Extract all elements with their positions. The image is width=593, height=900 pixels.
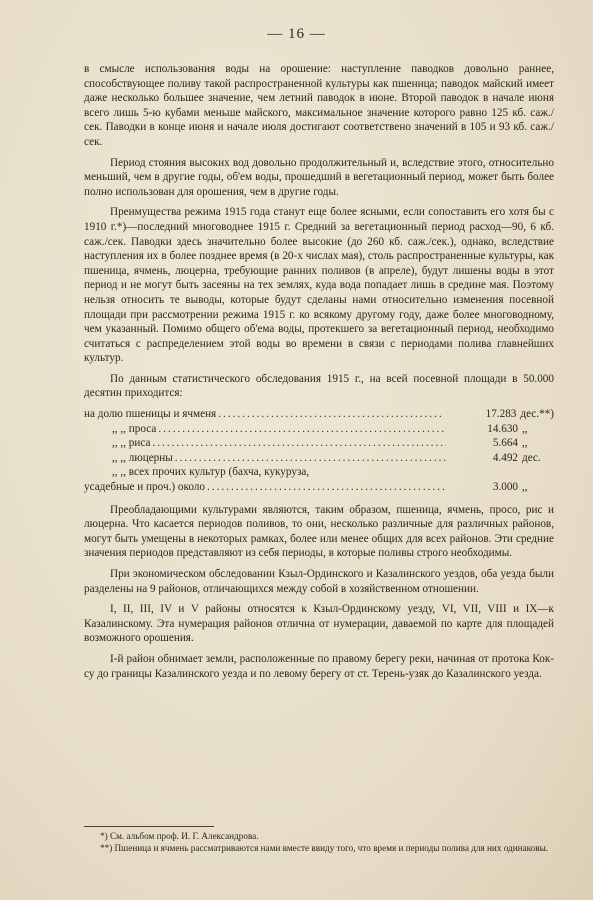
footnote-1: *) См. альбом проф. И. Г. Александрова. <box>100 831 259 841</box>
stat-label: на долю пшеницы и ячменя <box>84 408 217 421</box>
leader-dots <box>218 407 444 422</box>
stat-label: ,, ,, проса <box>112 422 157 435</box>
stat-value: 4.492 <box>492 451 518 464</box>
footnotes <box>84 830 554 854</box>
crop-area-list <box>84 407 554 495</box>
stat-row-rice <box>84 436 554 451</box>
stat-label: усадебные и проч.) около <box>84 481 205 494</box>
stat-row-alfalfa <box>84 451 554 466</box>
leader-dots <box>175 451 446 466</box>
paragraph-7: I, II, III, IV и V районы относятся к Кзыл-Ординскому уезду, VI, VII, VIII и IX—к Казалинскому. Эта нумерация районов отлична от нумерации, даваемой по карте для площадей возможного орошения. <box>84 603 554 645</box>
stat-value: 17.283 <box>485 408 517 421</box>
stat-row-other-crops-cont <box>84 480 554 495</box>
leader-dots <box>158 422 446 437</box>
paragraph-1: в смысле использования воды на орошение: наступление паводков довольно раннее, способствующее поливу такой распространенной культуры как пшеница; паводок майский имеет даже несколько большее значение, чем летний паводок в июне. Второй паводок в начале июня всего лишь 5-ю кубами меньше майского, максимальное значение которого равно 125 кб. саж./сек. Паводки в конце июня и начале июля достигают соответствено значений в 105 и 93 кб. саж./сек. <box>84 63 554 148</box>
stat-unit: дес. <box>522 451 541 464</box>
paragraph-5: Преобладающими культурами являются, таким образом, пшеница, ячмень, просо, рис и люцерна. Что касается периодов поливов, то они, несколько различные для различных районов, могут быть умещены в некоторых рамках, более или менее общих для всех районов. Эти средние значения периодов представляют из себя периоды, в которые поливы строго необходимы. <box>84 503 554 560</box>
stat-unit: ,, <box>522 481 528 494</box>
stat-value: 3.000 <box>492 481 518 494</box>
stat-label: ,, ,, люцерны <box>112 451 173 464</box>
paragraph-2: Период стояния высоких вод довольно продолжительный и, вследствие этого, относительно меньший, чем в другие годы, об'ем воды, прошедший в вегетационный период, может быть более полно использован для орошения, чем в другие годы. <box>84 156 554 198</box>
stat-row-millet <box>84 422 554 437</box>
stat-value: 5.664 <box>492 437 518 450</box>
leader-dots <box>152 436 446 451</box>
paragraph-3: Преимущества режима 1915 года станут еще более ясными, если сопоставить его хотя бы с 1910 г.*)—последний многоводнее 1915 г. Средний за вегетационный период расход—90, 6 кб. саж./сек. Паводки здесь значительно более высокие (до 260 кб. саж./сек.), однако, вследствие наступления их в более позднее время (в 20-х числах мая), столь распространенные культуры, как пшеница, ячмень, люцерна, требующие ранних поливов (в апреле), будут лишены воды в этот период и не могут быть засеяны на тех землях, куда вода попадает лишь в средине мая. Поэтому нельзя относить те выводы, которые будут сделаны нами относительно изменения посевной площади при рассмотрении режима 1915 г. ко всякому другому году, даже более многоводному, чем указанный. Помимо общего об'ема воды, протекшего за вегетационный период, необходимо считаться с распределением этой воды во времени в связи с периодами полива главнейших культур. <box>84 206 554 365</box>
stat-unit: дес.**) <box>520 408 554 421</box>
stat-row-wheat-barley <box>84 407 554 422</box>
footnote-2: **) Пшеница и ячмень рассматриваются нами вместе ввиду того, что время и периоды полива для них одинаковы. <box>100 843 549 853</box>
page-number: — 16 — <box>267 26 326 42</box>
paragraph-4: По данным статистического обследования 1915 г., на всей посевной площади в 50.000 десятин приходится: <box>84 372 554 400</box>
stat-unit: ,, <box>522 437 528 450</box>
stat-label: ,, ,, всех прочих культур (бахча, кукуруза, <box>112 466 310 479</box>
body-text <box>84 62 554 687</box>
paragraph-6: При экономическом обследовании Кзыл-Ординского и Казалинского уездов, оба уезда были разделены на 9 районов, отличающихся между собой в хозяйственном отношении. <box>84 568 554 595</box>
leader-dots <box>207 480 446 495</box>
footnote-divider <box>84 826 214 827</box>
stat-row-other-crops <box>84 465 554 480</box>
stat-unit: ,, <box>522 422 528 435</box>
paragraph-8: I-й район обнимает земли, расположенные по правому берегу реки, начиная от протока Кок-су до границы Казалинского уезда и по левому берегу от ст. Терень-узяк до Казалинского уезда. <box>84 652 554 680</box>
stat-value: 14.630 <box>487 422 518 435</box>
stat-label: ,, ,, риса <box>112 437 151 450</box>
